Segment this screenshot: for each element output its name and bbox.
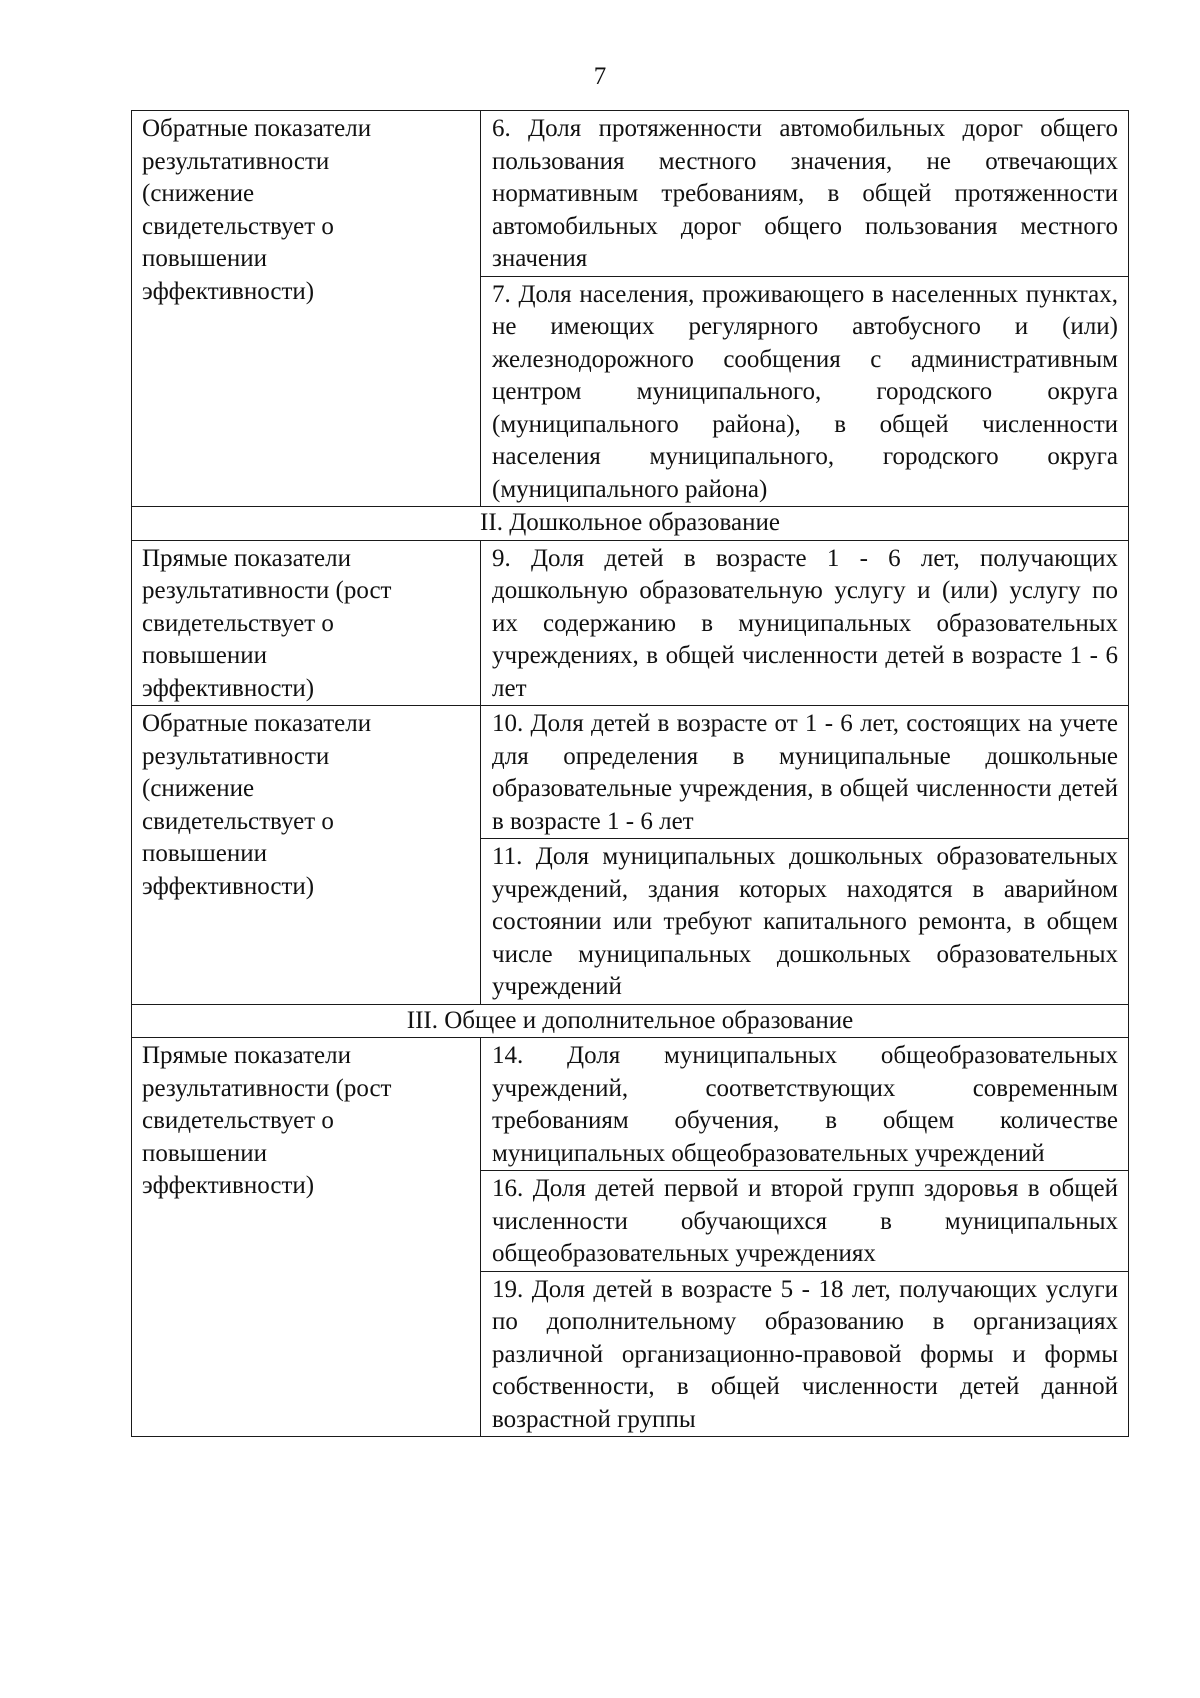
table-row xyxy=(132,1038,1129,1171)
section-title: II. Дошкольное образование xyxy=(480,509,780,536)
indicator-cell xyxy=(481,276,1129,507)
category-line: эффективности) xyxy=(142,1172,315,1199)
indicator-cell xyxy=(481,111,1129,277)
indicator-text: 7. Доля населения, проживающего в населенных пунктах, не имеющих регулярного автобусного и (или) железнодорожного сообщения с административным центром муниципального, городского округа (муниципального района), в общей численности населения муниципального, городского округа (муниципального района) xyxy=(492,280,1118,503)
table-row xyxy=(132,111,1129,277)
indicator-text: 9. Доля детей в возрасте 1 - 6 лет, получающих дошкольную образовательную услугу и (или) услугу по их содержанию в муниципальных образовательных учреждениях, в общей численности детей в возрасте 1 - 6 лет xyxy=(492,544,1118,702)
category-cell xyxy=(132,540,481,706)
category-line: Прямые показатели xyxy=(142,544,351,572)
indicator-cell xyxy=(481,706,1129,839)
category-line: повышении xyxy=(142,642,267,669)
indicator-text: 16. Доля детей первой и второй групп здоровья в общей численности обучающихся в муниципальных общеобразовательных учреждениях xyxy=(492,1175,1118,1267)
section-heading xyxy=(132,507,1129,541)
category-line: результативности (рост xyxy=(142,1074,392,1102)
category-line: Прямые показатели xyxy=(142,1042,351,1069)
category-line: результативности xyxy=(142,147,330,175)
category-line: свидетельствует о xyxy=(142,807,334,835)
category-line: эффективности) xyxy=(142,674,315,702)
section-heading xyxy=(132,1004,1129,1038)
indicator-cell xyxy=(481,540,1129,706)
indicator-cell xyxy=(481,839,1129,1005)
category-cell xyxy=(132,706,481,1005)
category-cell xyxy=(132,1038,481,1437)
indicator-text: 10. Доля детей в возрасте от 1 - 6 лет, состоящих на учете для определения в муниципальные дошкольные образовательные учреждения, в общей численности детей в возрасте 1 - 6 лет xyxy=(492,710,1118,835)
category-line: свидетельствует о xyxy=(142,212,334,240)
category-line: (снижение xyxy=(142,775,255,802)
category-line: Обратные показатели xyxy=(142,115,372,142)
category-line: повышении xyxy=(142,245,267,272)
category-line: Обратные показатели xyxy=(142,710,372,737)
table-row xyxy=(132,540,1129,706)
section-title: III. Общее и дополнительное образование xyxy=(406,1006,854,1034)
category-line: свидетельствует о xyxy=(142,609,334,637)
indicator-text: 14. Доля муниципальных общеобразовательных учреждений, соответствующих современным требованиям обучения, в общем количестве муниципальных общеобразовательных учреждений xyxy=(492,1042,1118,1167)
category-line: свидетельствует о xyxy=(142,1107,334,1134)
indicator-cell xyxy=(481,1271,1129,1437)
category-line: эффективности) xyxy=(142,277,315,305)
category-cell xyxy=(132,111,481,507)
section-row xyxy=(132,1004,1129,1038)
table-row xyxy=(132,706,1129,839)
category-line: повышении xyxy=(142,840,267,867)
category-line: (снижение xyxy=(142,180,255,207)
page-number: 7 xyxy=(593,63,607,90)
indicator-text: 6. Доля протяженности автомобильных дорог общего пользования местного значения, не отвечающих нормативным требованиям, в общей протяженности автомобильных дорог общего пользования местного значения xyxy=(492,115,1118,272)
section-row xyxy=(132,507,1129,541)
category-line: результативности (рост xyxy=(142,577,392,604)
category-line: эффективности) xyxy=(142,872,315,900)
indicator-text: 11. Доля муниципальных дошкольных образовательных учреждений, здания которых находятся в аварийном состоянии или требуют капитального ремонта, в общем числе муниципальных дошкольных образовательных учреждений xyxy=(492,843,1118,1000)
category-line: результативности xyxy=(142,742,330,770)
indicator-cell xyxy=(481,1038,1129,1171)
indicator-text: 19. Доля детей в возрасте 5 - 18 лет, получающих услуги по дополнительному образованию в организациях различной организационно-правовой формы и формы собственности, в общей численности детей данной возрастной группы xyxy=(492,1275,1118,1433)
indicator-cell xyxy=(481,1171,1129,1272)
category-line: повышении xyxy=(142,1139,267,1167)
indicators-table xyxy=(131,110,1129,1437)
